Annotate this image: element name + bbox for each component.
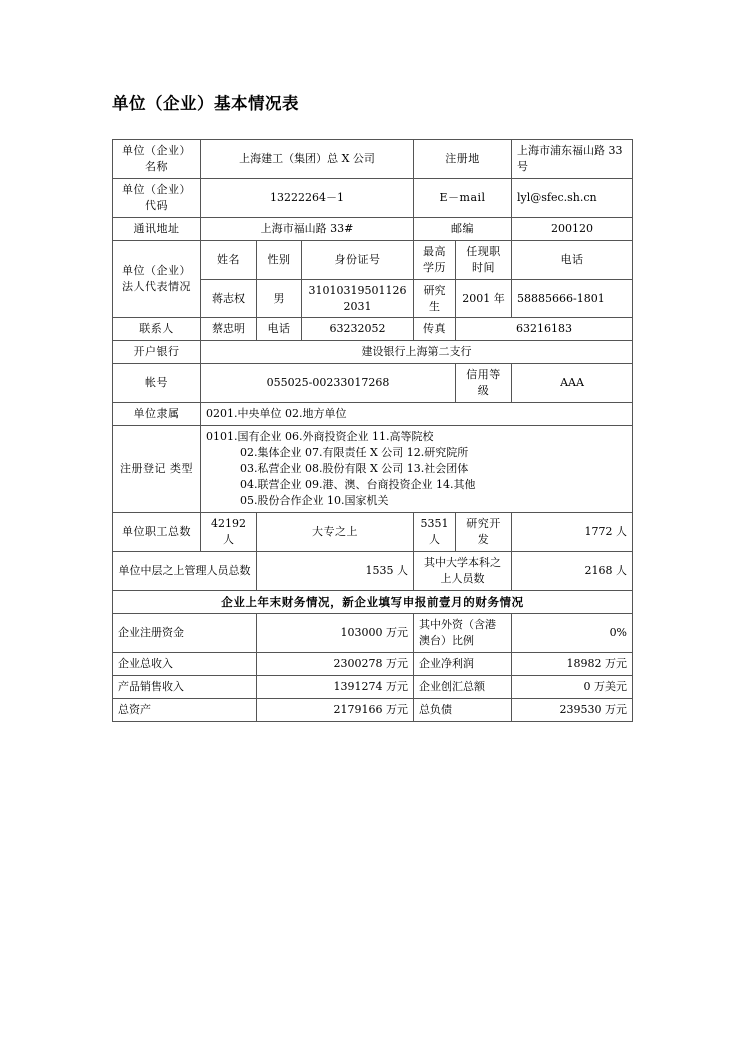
value-mail-address: 上海市福山路 33# — [201, 217, 414, 240]
value-total-income: 2300278 万元 — [257, 653, 414, 676]
financial-section-banner: 企业上年末财务情况，新企业填写申报前壹月的财务情况 — [113, 590, 633, 614]
label-tenure-time-line2: 时间 — [472, 260, 496, 274]
label-staff-total: 单位职工总数 — [113, 512, 201, 551]
value-legal-rep-gender: 男 — [257, 279, 302, 318]
value-legal-rep-phone: 58885666-1801 — [512, 279, 633, 318]
label-total-income: 企业总收入 — [113, 653, 257, 676]
label-net-profit: 企业净利润 — [414, 653, 512, 676]
reg-type-option-line: 02.集体企业 07.有限责任 X 公司 12.研究院所 — [240, 446, 469, 460]
value-affiliation: 0201.中央单位 02.地方单位 — [201, 403, 633, 426]
value-registration-type-list — [201, 426, 633, 513]
value-registered-place: 上海市浦东福山路 33 号 — [512, 140, 633, 179]
value-registered-capital: 103000 万元 — [257, 614, 414, 653]
value-legal-rep-tenure: 2001 年 — [456, 279, 512, 318]
label-registered-place: 注册地 — [414, 140, 512, 179]
label-legal-rep-section — [113, 240, 201, 318]
value-email: lyl@sfec.sh.cn — [512, 178, 633, 217]
value-postcode: 200120 — [512, 217, 633, 240]
label-total-assets: 总资产 — [113, 698, 257, 721]
table-row-registered-capital — [113, 614, 633, 653]
table-row-affiliation — [113, 403, 633, 426]
table-row-total-assets — [113, 698, 633, 721]
table-row-product-sales — [113, 676, 633, 699]
page-title: 单位（企业）基本情况表 — [112, 94, 299, 113]
label-telephone: 电话 — [512, 240, 633, 279]
value-college-above: 5351 人 — [414, 512, 456, 551]
label-product-sales: 产品销售收入 — [113, 676, 257, 699]
table-row-legal-rep-header — [113, 240, 633, 279]
label-contact-phone: 电话 — [257, 318, 302, 341]
label-college-above: 大专之上 — [257, 512, 414, 551]
value-account: 055025-00233017268 — [201, 364, 456, 403]
label-mail-address: 通讯地址 — [113, 217, 201, 240]
value-contact-person: 蔡忠明 — [201, 318, 257, 341]
label-bank: 开户银行 — [113, 341, 201, 364]
table-row-company-code — [113, 178, 633, 217]
table-row-account — [113, 364, 633, 403]
label-research-dev: 研究开发 — [456, 512, 512, 551]
value-bachelor-above: 2168 人 — [512, 551, 633, 590]
label-postcode: 邮编 — [414, 217, 512, 240]
label-email: E－mail — [414, 178, 512, 217]
label-id-number: 身份证号 — [302, 240, 414, 279]
label-highest-education — [414, 240, 456, 279]
value-company-code: 13222264－1 — [201, 178, 414, 217]
label-gender: 性别 — [257, 240, 302, 279]
label-account: 帐号 — [113, 364, 201, 403]
label-credit-rating: 信用等级 — [456, 364, 512, 403]
value-staff-total: 42192 人 — [201, 512, 257, 551]
reg-type-option-line: 0101.国有企业 06.外商投资企业 11.高等院校 — [206, 430, 434, 444]
value-total-liabilities: 239530 万元 — [512, 698, 633, 721]
value-total-assets: 2179166 万元 — [257, 698, 414, 721]
value-credit-rating: AAA — [512, 364, 633, 403]
label-bachelor-above: 其中大学本科之上人员数 — [414, 551, 512, 590]
label-fax: 传真 — [414, 318, 456, 341]
label-name: 姓名 — [201, 240, 257, 279]
reg-type-option-line: 05.股份合作企业 10.国家机关 — [240, 493, 389, 507]
label-total-liabilities: 总负债 — [414, 698, 512, 721]
table-row-total-income — [113, 653, 633, 676]
label-foreign-ratio: 其中外资（含港澳台）比例 — [414, 614, 512, 653]
label-forex-earnings: 企业创汇总额 — [414, 676, 512, 699]
label-mid-managers: 单位中层之上管理人员总数 — [113, 551, 257, 590]
value-product-sales: 1391274 万元 — [257, 676, 414, 699]
value-contact-phone: 63232052 — [302, 318, 414, 341]
value-bank: 建设银行上海第二支行 — [201, 341, 633, 364]
reg-type-option-line: 04.联营企业 09.港、澳、台商投资企业 14.其他 — [240, 477, 476, 491]
table-row-registration-type — [113, 426, 633, 513]
value-research-dev: 1772 人 — [512, 512, 633, 551]
label-company-name: 单位（企业）名称 — [113, 140, 201, 179]
label-tenure-time — [456, 240, 512, 279]
label-registration-type-line1: 注册登记 — [120, 462, 166, 475]
label-registered-capital: 企业注册资金 — [113, 614, 257, 653]
label-affiliation: 单位隶属 — [113, 403, 201, 426]
table-row-bank — [113, 341, 633, 364]
value-fax: 63216183 — [456, 318, 633, 341]
label-legal-rep-line1: 单位（企业） — [122, 264, 191, 278]
table-row-contact — [113, 318, 633, 341]
enterprise-basic-info-table — [112, 139, 633, 722]
value-mid-managers: 1535 人 — [257, 551, 414, 590]
label-legal-rep-line2: 法人代表情况 — [122, 280, 191, 294]
label-highest-education-line2: 学历 — [423, 260, 447, 274]
value-foreign-ratio: 0% — [512, 614, 633, 653]
value-legal-rep-education: 研究生 — [414, 279, 456, 318]
label-registration-type — [113, 426, 201, 513]
label-registration-type-line2: 类型 — [170, 462, 193, 475]
value-legal-rep-name: 蒋志权 — [201, 279, 257, 318]
value-company-name: 上海建工（集团）总 X 公司 — [201, 140, 414, 179]
label-highest-education-line1: 最高 — [423, 244, 447, 258]
label-company-code: 单位（企业）代码 — [113, 178, 201, 217]
table-row-mid-managers — [113, 551, 633, 590]
value-legal-rep-id: 310103195011262031 — [302, 279, 414, 318]
table-row-financial-banner — [113, 590, 633, 614]
label-contact-person: 联系人 — [113, 318, 201, 341]
reg-type-option-line: 03.私营企业 08.股份有限 X 公司 13.社会团体 — [240, 462, 469, 475]
value-net-profit: 18982 万元 — [512, 653, 633, 676]
value-forex-earnings: 0 万美元 — [512, 676, 633, 699]
table-row-mail-address — [113, 217, 633, 240]
table-row-staff-total — [113, 512, 633, 551]
table-row-company-name — [113, 140, 633, 179]
label-tenure-time-line1: 任现职 — [466, 244, 501, 258]
